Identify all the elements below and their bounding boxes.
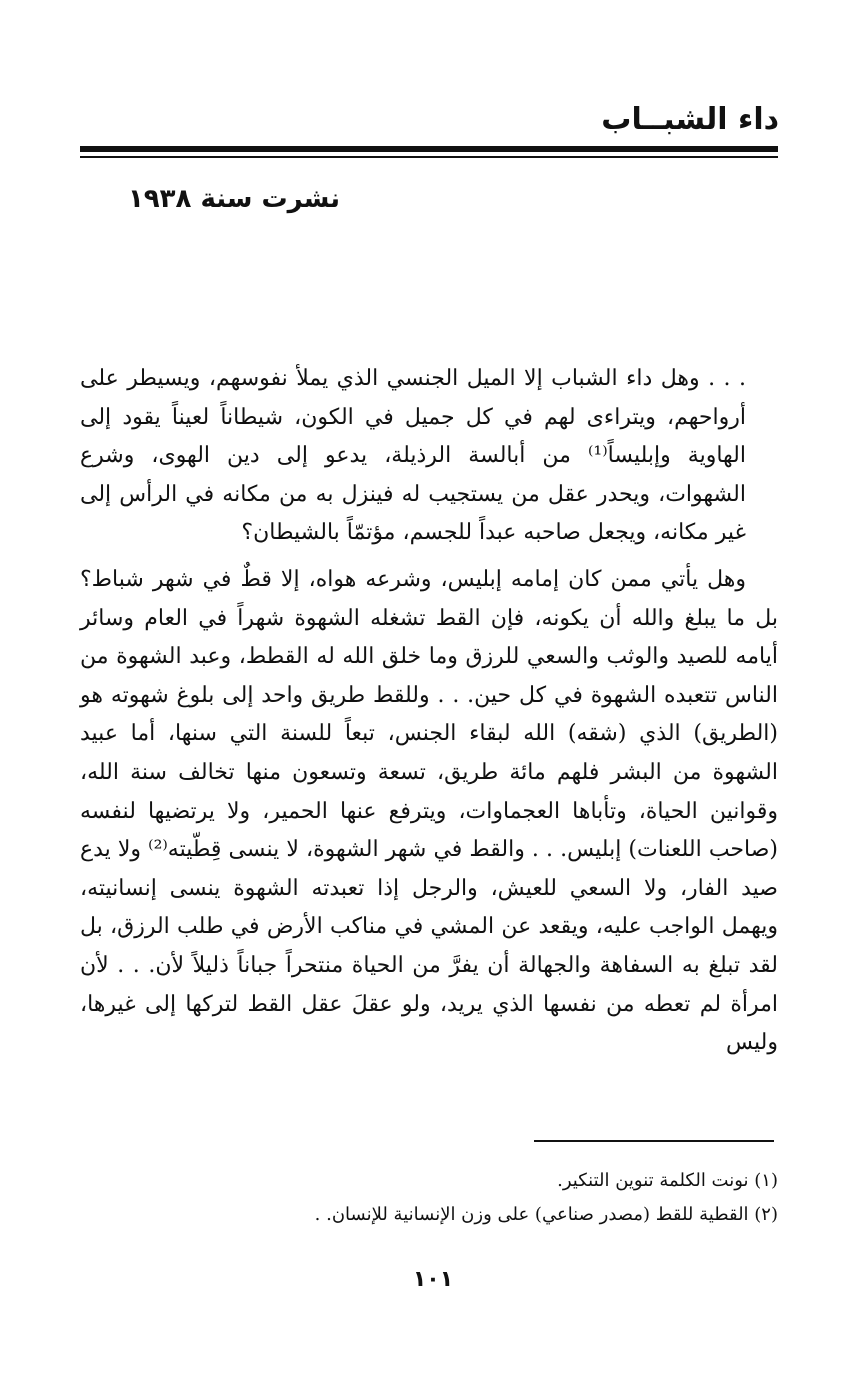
header-rule-thin	[80, 156, 778, 158]
footnote-1: (١) نونت الكلمة تنوين التنكير.	[557, 1170, 778, 1191]
page-number: ١٠١	[412, 1267, 454, 1292]
paragraph-2: وهل يأتي ممن كان إمامه إبليس، وشرعه هواه، إلا قطٌ في شهر شباط؟ بل ما يبلغ والله أن يكونه، فإن القط تشغله الشهوة شهراً في العام وسائر أيامه للصيد والوثب والسعي للرزق وما خلق الله له القطط، وعبد الشهوة من الناس تتعبده الشهوة في كل حين. . . وللقط طريق واحد إلى بلوغ شهوته هو (الطريق) الذي (شقه) الله لبقاء الجنس، تبعاً للسنة التي سنها، أما عبيد الشهوة من البشر فلهم مائة طريق، تسعة وتسعون منها تخالف سنة الله، وقوانين الحياة، وتأباها العجماوات، ويترفع عنها الحمير، ولا يرتضيها لنفسه (صاحب اللعنات) إبليس. . . والقط في شهر الشهوة، لا ينسى قِطّيته⁽²⁾ ولا يدع صيد الفار، ولا السعي للعيش، والرجل إذا تعبدته الشهوة ينسى إنسانيته، ويهمل الواجب عليه، ويقعد عن المشي في مناكب الأرض في طلب الرزق، بل لقد تبلغ به السفاهة والجهالة أن يفرَّ من الحياة منتحراً جباناً ذليلاً لأن. . . لأن امرأة لم تعطه من نفسها الذي يريد، ولو عقلَ عقل القط لتركها إلى غيرها، وليس	[80, 566, 779, 1056]
footnotes	[200, 1164, 778, 1232]
chapter-title: داء الشبــاب	[601, 102, 779, 137]
footnote-2: (٢) القطية للقط (مصدر صناعي) على وزن الإنسانية للإنسان. .	[314, 1204, 778, 1225]
footnote-divider	[534, 1140, 774, 1142]
published-note: نشرت سنة ١٩٣٨	[127, 184, 340, 214]
paragraph-1: . . . وهل داء الشباب إلا الميل الجنسي الذي يملأ نفوسهم، ويسيطر على أرواحهم، ويتراءى لهم في كل جميل في الكون، شيطاناً لعيناً يقود إلى الهاوية وإبليساً⁽¹⁾ من أبالسة الرذيلة، يدعو إلى دين الهوى، وشرع الشهوات، ويحدر عقل من يستجيب له فينزل به من مكانه في الرأس إلى غير مكانه، ويجعل صاحبه عبداً للجسم، مؤتمّاً بالشيطان؟	[80, 366, 746, 546]
article-body	[80, 360, 778, 1071]
header-rule-thick	[80, 146, 778, 152]
